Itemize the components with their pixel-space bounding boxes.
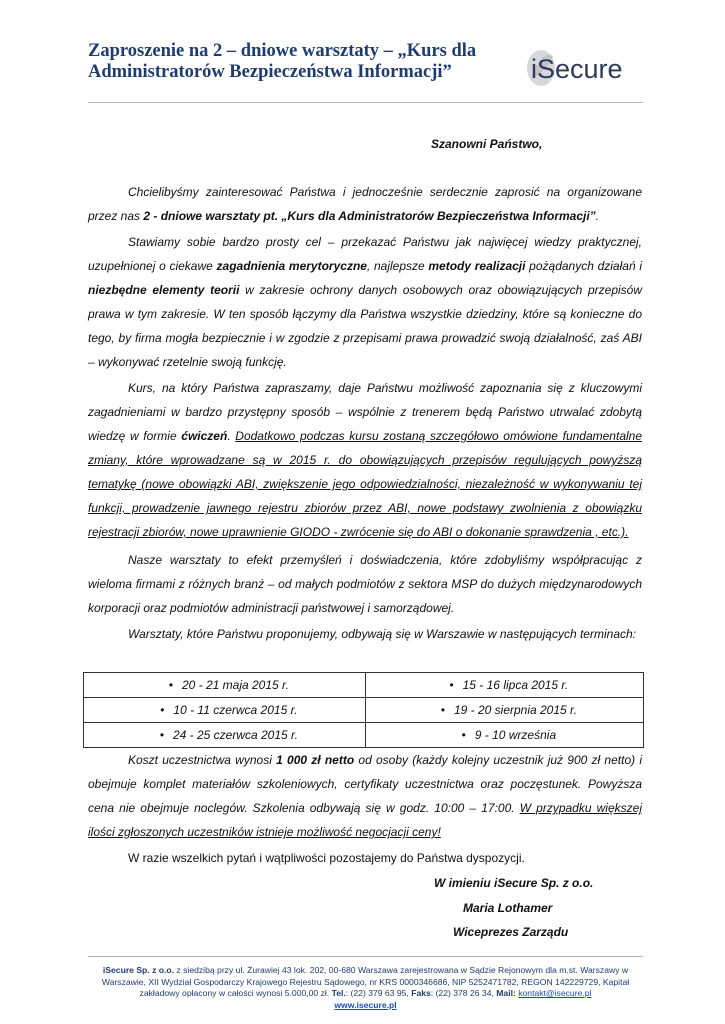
date-cell: • 15 - 16 lipca 2015 r. [365, 673, 643, 698]
date-cell: • 24 - 25 czerwca 2015 r. [84, 723, 366, 748]
paragraph-cost: Koszt uczestnictwa wynosi 1 000 zł netto od osoby (każdy kolejny uczestnik już 900 zł netto) i obejmuje komplet materiałów szkoleniowych, certyfikaty uczestnictwa oraz poczęstunek. Powyższa cena nie obejmuje noclegów. Szkolenia odbywają się w godz. 10:00 – 17:00. W przypadku większej ilości zgłoszonych uczestników istnieje możliwość negocjacji ceny! [88, 753, 643, 839]
logo-text: iSecure [531, 54, 623, 84]
paragraph-experience: Nasze warsztaty to efekt przemyśleń i doświadczenia, które zdobyliśmy współpracując z wieloma firmami z różnych branż – od małych podmiotów z sektora MSP do dużych międzynarodowych korporacji oraz podmiotów administracji państwowej i samorządowej. [88, 553, 642, 615]
table-row [84, 673, 644, 698]
paragraph-invitation: Chcielibyśmy zainteresować Państwa i jednocześnie serdecznie zaprosić na organizowane przez nas 2 - dniowe warsztaty pt. „Kurs dla Administratorów Bezpieczeństwa Informacji”. [88, 185, 642, 223]
date-cell: • 19 - 20 sierpnia 2015 r. [365, 698, 643, 723]
paragraph-contact: W razie wszelkich pytań i wątpliwości pozostajemy do Państwa dyspozycji. [128, 851, 525, 865]
date-cell: • 20 - 21 maja 2015 r. [84, 673, 366, 698]
footer-line-2: Warszawie, XII Wydział Gospodarczy Krajowego Rejestru Sądowego, nr KRS 0000346686, NIP 5252471782, REGON 142229729, Kapitał [101, 976, 630, 987]
paragraph-course: Kurs, na który Państwa zapraszamy, daje Państwu możliwość zapoznania się z kluczowymi zagadnieniami w bardzo przystępny sposób – wspólnie z trenerem będą Państwo utrwalać zdobytą wiedzę w formie ćwiczeń. Dodatkowo podczas kursu zostaną szczegółowo omówione fundamentalne zmiany, które wprowadzane są w 2015 r. do obowiązujących przepisów regulujących powyższą tematykę (nowe obowiązki ABI, zwiększenie jego odpowiedzialności, niezależność w wykonywaniu tej funkcji, prowadzenie jawnego rejestru zbiorów przez ABI, nowe podstawy zwolnienia z obowiązku rejestracji zbiorów, nowe uprawnienie GIODO - zwrócenie się do ABI o dokonanie sprawdzenia , etc.). [88, 381, 643, 539]
table-row [84, 698, 644, 723]
email-link[interactable]: kontakt@isecure.pl [518, 988, 592, 998]
title-line-2: Administratorów Bezpieczeństwa Informacji” [88, 62, 452, 82]
signature-title: Wiceprezes Zarządu [453, 925, 569, 939]
paragraph-goal: Stawiamy sobie bardzo prosty cel – przekazać Państwu jak najwięcej wiedzy praktycznej, uzupełnionej o ciekawe zagadnienia merytoryczne, najlepsze metody realizacji pożądanych działań i niezbędne elementy teorii w zakresie ochrony danych osobowych oraz obowiązujących przepisów prawa w tym zakresie. W ten sposób łączymy dla Państwa wszystkie dziedziny, które są konieczne do tego, by firma mogła bezpiecznie i w zgodzie z przepisami prawa prowadzić swoją działalność, zaś ABI – wykonywać rzetelnie swoją funkcję. [88, 235, 642, 369]
paragraph-dates-intro: Warsztaty, które Państwu proponujemy, odbywają się w Warszawie w następujących terminach: [128, 627, 636, 641]
table-row [84, 723, 644, 748]
signature-name: Maria Lothamer [463, 901, 553, 915]
footer-line-4 [88, 1000, 643, 1012]
title-line-1: Zaproszenie na 2 – dniowe warsztaty – „Kurs dla [88, 41, 477, 61]
greeting: Szanowni Państwo, [431, 137, 543, 151]
footer-line-3: zakładowy opłacony w całości wynosi 5.000,00 zł. Tel.: (22) 379 63 95, Faks: (22) 378 26 34, Mail: kontakt@isecure.pl [139, 988, 592, 998]
date-cell: • 9 - 10 września [365, 723, 643, 748]
isecure-logo [523, 44, 647, 90]
dates-table [83, 672, 644, 748]
company-footer [88, 956, 643, 1011]
footer-line-1: iSecure Sp. z o.o. z siedzibą przy ul. Żurawiej 43 lok. 202, 00-680 Warszawa zarejestrowana w Sądzie Rejonowym dla m.st. Warszawy w [102, 965, 629, 975]
page-title [88, 41, 508, 83]
signature-company: W imieniu iSecure Sp. z o.o. [434, 876, 594, 890]
website-link[interactable]: www.isecure.pl [334, 999, 397, 1010]
letter-header [88, 40, 643, 103]
date-cell: • 10 - 11 czerwca 2015 r. [84, 698, 366, 723]
